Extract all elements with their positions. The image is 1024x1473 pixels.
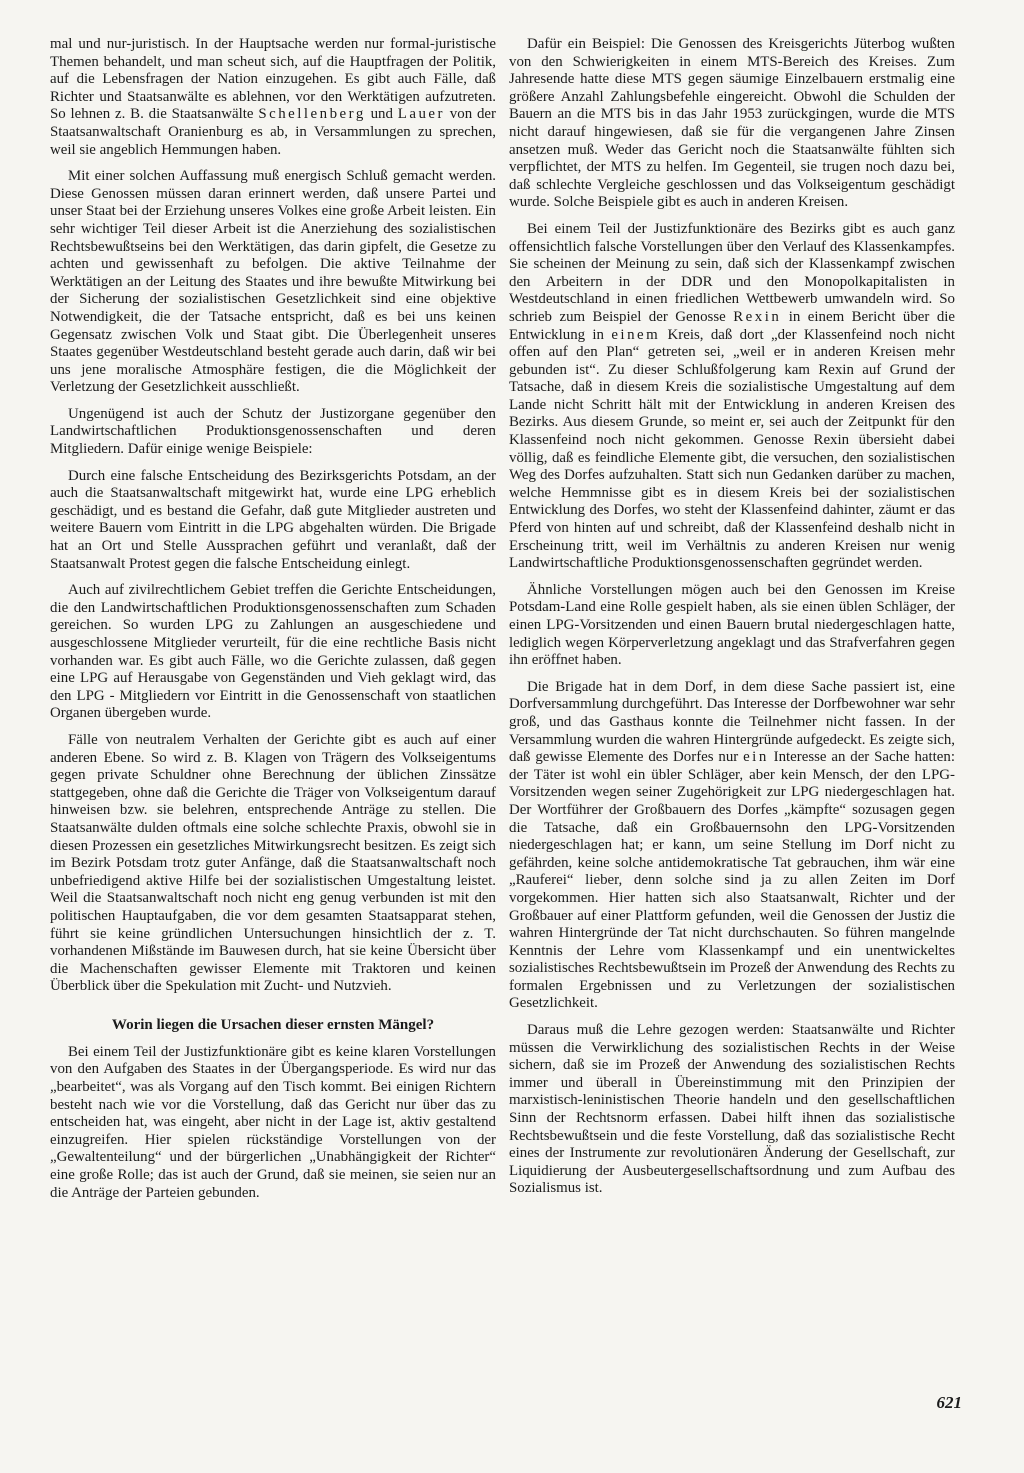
paragraph: Dafür ein Beispiel: Die Genossen des Kreisgerichts Jüterbog wußten von den Schwierigkeiten in einem MTS-Bereich des Kreises. Zum Jahresende hatte diese MTS gegen säumige Einzelbauern erstmalig eine größere Anzahl Zahlungsbefehle eingereicht. Obwohl die Schulden der Bauern an die MTS bis in das Jahr 1953 zurückgingen, wurde die MTS nicht darauf hingewiesen, daß sie für die vergangenen Jahre Zinsen ansetzen muß. Weder das Gericht noch die Staatsanwälte fühlten sich verpflichtet, der MTS zu helfen. Im Gegenteil, sie trugen noch dazu bei, daß schlechte Vergleiche geschlossen und das Volkseigentum geschädigt wurde. Solche Beispiele gibt es auch in anderen Kreisen. xyxy=(509,36,955,211)
person-name: Schellenberg xyxy=(258,106,366,123)
paragraph xyxy=(509,221,955,573)
left-column xyxy=(50,36,496,1211)
paragraph-text: und xyxy=(370,106,393,123)
paragraph-text: mal und nur-juristisch. In der Hauptsache werden nur formal-juristische Themen behandelt, und man scheut sich, auf die Hauptfragen der Politik, auf die Lebensfragen der Nation einzugehen. Es gibt auch Fälle, daß Richter und Staatsanwälte es ablehnen, vor den Werktätigen aufzutreten. So lehnen z. B. die Staatsanwälte xyxy=(50,36,496,123)
paragraph: Fälle von neutralem Verhalten der Gerichte gibt es auch auf einer anderen Ebene. So wird z. B. Klagen von Trägern des Volkseigentums gegen private Schuldner ohne Berechnung der üblichen Zinssätze stattgegeben, ohne daß die Gerichte die Träger von Volkseigentum darauf hinweisen bzw. sie belehren, entsprechende Anträge zu stellen. Die Staatsanwälte dulden oftmals eine solche schlechte Praxis, obwohl sie in diesen Prozessen ein gesetzliches Mitwirkungsrecht besitzen. Es zeigt sich im Bezirk Potsdam trotz guter Anfänge, daß die Staatsanwaltschaft noch unbefriedigend aktive Hilfe bei der sozialistischen Umgestaltung leistet. Weil die Staatsanwaltschaft noch nicht eng genug verbunden ist mit den politischen Hauptaufgaben, die vor dem gesamten Staatsapparat stehen, führt sie keine gründlichen Untersuchungen hinsichtlich der z. T. vorhandenen Mißstände im Bauwesen durch, hat sie keine Übersicht über die Machenschaften gewisser Elemente mit Traktoren und keinen Überblick über die Spekulation mit Zucht- und Nutzvieh. xyxy=(50,731,496,995)
paragraph: Ähnliche Vorstellungen mögen auch bei den Genossen im Kreise Potsdam-Land eine Rolle gespielt haben, als sie einen üblen Schläger, der einen LPG-Vorsitzenden und einen Bauern brutal niedergeschlagen hatte, lediglich wegen Körperverletzung angeklagt und das Strafverfahren gegen ihn eröffnet haben. xyxy=(509,581,955,669)
paragraph xyxy=(509,679,955,1013)
right-column xyxy=(509,36,955,1207)
paragraph xyxy=(50,36,496,159)
emphasis-text: einem xyxy=(611,326,661,343)
paragraph: Ungenügend ist auch der Schutz der Justizorgane gegenüber den Landwirtschaftlichen Produktionsgenossenschaften und deren Mitgliedern. Dafür einige wenige Beispiele: xyxy=(50,405,496,458)
person-name: Lauer xyxy=(397,106,445,123)
person-name: Rexin xyxy=(733,308,782,325)
paragraph-text: von der Staatsanwaltschaft Oranienburg es ab, in Versammlungen zu sprechen, weil sie angeblich Hemmungen haben. xyxy=(50,106,496,158)
emphasis-text: ein xyxy=(743,749,769,766)
paragraph-text: in einem Bericht über die Entwicklung in xyxy=(509,308,956,343)
section-heading: Worin liegen die Ursachen dieser ernsten Mängel? xyxy=(111,1016,435,1033)
page-number: 621 xyxy=(936,1393,962,1412)
paragraph-text: Die Brigade hat in dem Dorf, in dem diese Sache passiert ist, eine Dorfversammlung durchgeführt. Das Interesse der Dorfbewohner war sehr groß, und das Gasthaus konnte die Teilnehmer nicht fassen. In der Versammlung wurden die wahren Hintergründe aufgedeckt. Es zeigte sich, daß gewisse Elemente des Dorfes nur xyxy=(509,678,955,766)
paragraph: Mit einer solchen Auffassung muß energisch Schluß gemacht werden. Diese Genossen müssen daran erinnert werden, daß unsere Partei und unser Staat bei der Erziehung unseres Volkes eine große Arbeit leisten. Ein sehr wichtiger Teil dieser Arbeit ist die Anerziehung des sozialistischen Rechtsbewußtseins bei den Werktätigen, das darin gipfelt, die Gesetze zu achten und gewissenhaft zu befolgen. Die aktive Teilnahme der Werktätigen an der Leitung des Staates und ihre bewußte Mitwirkung bei der Sicherung der sozialistischen Gesetzlichkeit sind eine objektive Notwendigkeit, die der Tatsache entspricht, daß es bei uns keinen Gegensatz zwischen Volk und Staat gibt. Die Überlegenheit unseres Staates gegenüber Westdeutschland besteht gerade auch darin, daß wir bei uns jene moralische Atmosphäre festigen, die die Möglichkeit der Verletzung der Gesetzlichkeit ausschließt. xyxy=(50,168,496,396)
paragraph: Durch eine falsche Entscheidung des Bezirksgerichts Potsdam, an der auch die Staatsanwaltschaft mitgewirkt hat, wurde eine LPG erheblich geschädigt, und es bestand die Gefahr, daß gute Mitglieder austreten und weitere Bauern vom Eintritt in die LPG abgehalten würden. Die Brigade hat an Ort und Stelle Aussprachen geführt und veranlaßt, daß der Staatsanwalt Protest gegen die falsche Entscheidung einlegt. xyxy=(50,467,496,572)
paragraph: Daraus muß die Lehre gezogen werden: Staatsanwälte und Richter müssen die Verwirklichung des sozialistischen Rechts in der Weise sichern, daß sie im Prozeß der Anwendung des sozialistischen Rechts immer und überall in Übereinstimmung mit den Prinzipien der marxistisch-leninistischen Theorie handeln und den gesellschaftlichen Sinn der Rechtsnorm erfassen. Dabei hilft ihnen das sozialistische Rechtsbewußtsein und die feste Vorstellung, daß das sozialistische Recht eines der Instrumente zur revolutionären Änderung der Gesellschaft, zur Liquidierung der Ausbeutergesellschaftsordnung und zum Aufbau des Sozialismus ist. xyxy=(509,1022,955,1197)
paragraph: Auch auf zivilrechtlichem Gebiet treffen die Gerichte Entscheidungen, die den Landwirtschaftlichen Produktionsgenossenschaften zum Schaden gereichen. So wurden LPG zu Zahlungen an ausgeschiedene und ausgeschlossene Mitglieder verurteilt, für die eine rechtliche Basis nicht vorhanden war. Es gibt auch Fälle, wo die Gerichte zulassen, daß gegen eine LPG auf Herausgabe von Gegenständen und Vieh geklagt wird, das den LPG - Mitgliedern vor Eintritt in die Genossenschaft von staatlichen Organen übergeben wurde. xyxy=(50,582,496,722)
paragraph-text: Kreis, daß dort „der Klassenfeind noch nicht offen auf den Plan“ getreten sei, „weil er in anderen Kreisen mehr gebunden ist“. Zu dieser Schlußfolgerung kam Rexin auf Grund der Tatsache, daß in diesem Kreis die sozialistische Umgestaltung auf dem Lande nicht Schritt hält mit der Entwicklung in anderen Kreisen des Bezirks. Aus diesem Grunde, so meint er, sei auch der Zeitpunkt für den Klassenfeind noch nicht gekommen. Genosse Rexin übersieht dabei völlig, daß es feindliche Elemente gibt, die versuchen, den sozialistischen Weg des Dorfes aufzuhalten. Statt sich nun Gedanken darüber zu machen, welche Hemmnisse gibt es in diesem Kreis bei der sozialistischen Entwicklung des Dorfes, wo steht der Klassenfeind dahinter, zäumt er das Pferd von hinten auf und schreibt, daß der Klassenfeind deshalb nicht in Erscheinung tritt, weil im Verhältnis zu anderen Kreisen nur wenig Landwirtschaftliche Produktionsgenossenschaften gegründet werden. xyxy=(509,326,955,572)
paragraph-text: Bei einem Teil der Justizfunktionäre des Bezirks gibt es auch ganz offensichtlich falsche Vorstellungen über den Verlauf des Klassenkampfes. Sie scheinen der Meinung zu sein, daß sich der Klassenkampf zwischen den Arbeitern in der DDR und den Monopolkapitalisten in Westdeutschland in einen friedlichen Wettbewerb umwandeln wird. So schrieb zum Beispiel der Genosse xyxy=(509,220,955,325)
paragraph-text: Interesse an der Sache hatten: der Täter ist wohl ein übler Schläger, aber kein Mensch, der den LPG-Vorsitzenden wegen seiner Zugehörigkeit zur LPG niedergeschlagen hat. Der Wortführer der Großbauern des Dorfes „kämpfte“ sozusagen gegen die Tatsache, daß ein Großbauernsohn den LPG-Vorsitzenden niedergeschlagen hat; er kann, um seine Stellung im Dorf nicht zu gefährden, keine solche antidemokratische Tat gebrauchen, ihm wär eine „Rauferei“ lieber, denn solche sind ja zu allen Zeiten im Dorf vorgekommen. Hier hatten sich also Staatsanwalt, Richter und der Großbauer auf einer Plattform gefunden, weil die Genossen der Justiz die wahren Hintergründe der Tat nicht durchschauten. So führen mangelnde Kenntnis der Lehre vom Klassenkampf und ein unentwickeltes sozialistisches Rechtsbewußtsein im Prozeß der Anwendung des Rechts zu formalen Ergebnissen und zu Verletzungen der sozialistischen Gesetzlichkeit. xyxy=(509,749,956,1012)
paragraph: Bei einem Teil der Justizfunktionäre gibt es keine klaren Vorstellungen von den Aufgaben des Staates in der Übergangsperiode. Es wird nur das „bearbeitet“, was als Vorgang auf den Tisch kommt. Bei einigen Richtern besteht nach wie vor die Vorstellung, daß das Gericht nur über das zu entscheiden hat, was eingeht, aber nicht in der Lage ist, aktiv gestaltend einzugreifen. Hier spielen rückständige Vorstellungen von der „Gewaltenteilung“ und der bürgerlichen „Unabhängigkeit der Richter“ eine große Rolle; das ist auch der Grund, daß sie meinen, sie seien nur an die Anträge der Parteien gebunden. xyxy=(50,1043,496,1201)
